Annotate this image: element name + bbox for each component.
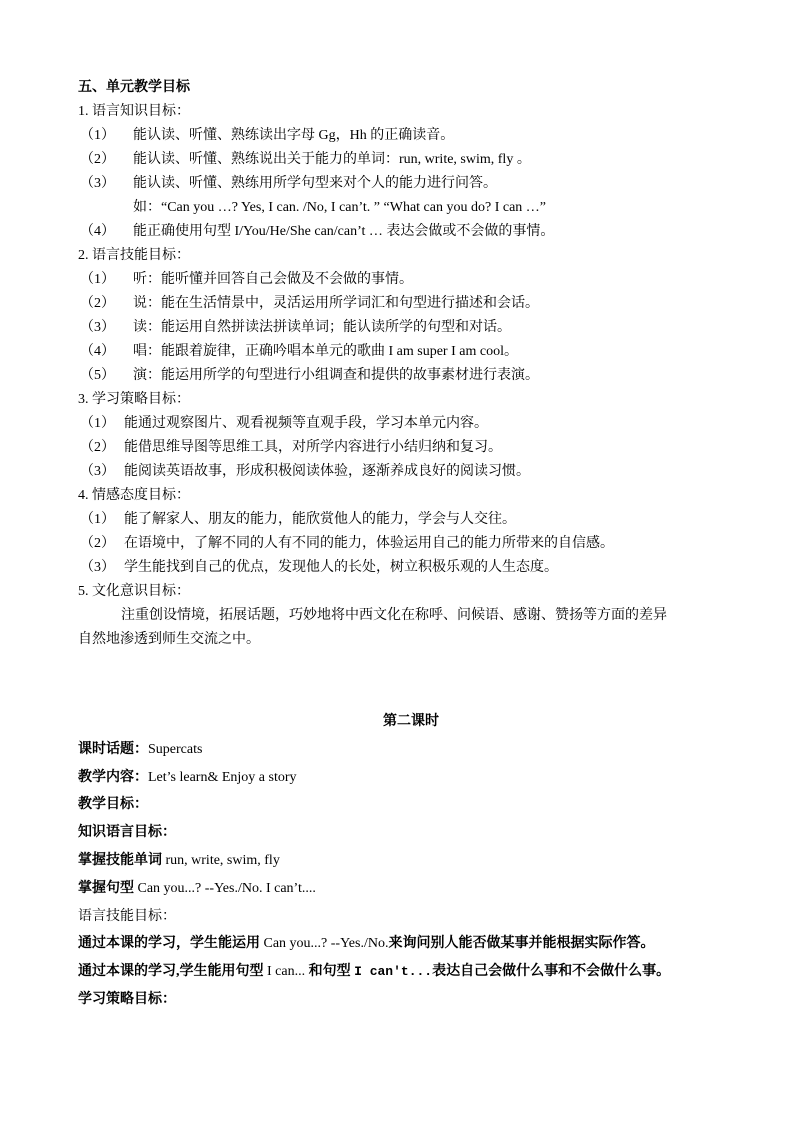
item-text: 学生能找到自己的优点，发现他人的长处，树立积极乐观的人生态度。 (124, 560, 558, 575)
sentence-pattern (78, 875, 744, 903)
list-item (78, 412, 758, 436)
item-number: （5） (80, 368, 115, 383)
goals-heading: 教学目标： (78, 797, 148, 813)
section-title: 五、单元教学目标 (78, 80, 190, 95)
skill-goal-2-part-e: 表达自己会做什么事和不会做什么事。 (432, 964, 671, 980)
skill-goal-2 (78, 958, 744, 986)
item-text: 能借思维导图等思维工具，对所学内容进行小结归纳和复习。 (124, 440, 502, 455)
skill-goal-1-part-b: Can you...? --Yes./No. (263, 936, 389, 952)
skills-heading: 2. 语言技能目标： (78, 248, 190, 263)
lesson-title: 第二课时 (383, 714, 439, 729)
pattern-label: 掌握句型 (78, 880, 134, 896)
item-text: 能认读、听懂、熟练说出关于能力的单词：run, write, swim, fly 。 (133, 152, 531, 167)
list-item (78, 268, 758, 292)
list-item (78, 316, 758, 340)
list-item (78, 172, 758, 196)
lesson-content (78, 764, 744, 792)
list-item (78, 436, 758, 460)
knowledge-goals-heading: 知识语言目标： (78, 825, 176, 841)
item-number: （4） (80, 344, 115, 359)
skill-goal-1-part-a: 通过本课的学习，学生能运用 (78, 936, 260, 952)
list-item (78, 220, 758, 244)
list-item (78, 292, 758, 316)
lesson-two-section (78, 708, 744, 1014)
words-value: run, write, swim, fly (165, 852, 280, 868)
topic-value: Supercats (148, 741, 203, 757)
list-item (78, 556, 758, 580)
item-number: （1） (80, 416, 115, 431)
knowledge-heading: 1. 语言知识目标： (78, 104, 190, 119)
item-text: 说：能在生活情景中，灵活运用所学词汇和句型进行描述和会话。 (133, 296, 539, 311)
skill-goal-2-part-c: 和句型 (308, 964, 351, 980)
list-item (78, 460, 758, 484)
item-number: （3） (80, 560, 115, 575)
list-item (78, 508, 758, 532)
item-number: （4） (80, 224, 115, 239)
lesson-topic (78, 736, 744, 764)
item-number: （3） (80, 464, 115, 479)
culture-paragraph-line-2: 自然地渗透到师生交流之中。 (78, 632, 260, 647)
culture-heading: 5. 文化意识目标： (78, 584, 190, 599)
strategy-heading: 3. 学习策略目标： (78, 392, 190, 407)
item-number: （2） (80, 152, 115, 167)
item-text: 读：能运用自然拼读法拼读单词；能认读所学的句型和对话。 (133, 320, 511, 335)
skill-goal-2-part-d: I can't... (354, 964, 433, 980)
culture-paragraph-line-1: 注重创设情境，拓展话题，巧妙地将中西文化在称呼、问候语、感谢、赞扬等方面的差异 (121, 608, 667, 623)
words-label: 掌握技能单词 (78, 852, 162, 868)
item-number: （2） (80, 296, 115, 311)
item-number: （1） (80, 272, 115, 287)
unit-goals-section (78, 76, 758, 652)
item-number: （2） (80, 536, 115, 551)
item-number: （3） (80, 320, 115, 335)
example-sentence: 如：“Can you …? Yes, I can. /No, I can’t. ” “What can you do? I can …” (133, 200, 546, 215)
item-number: （1） (80, 512, 115, 527)
item-text: 在语境中，了解不同的人有不同的能力，体验运用自己的能力所带来的自信感。 (124, 536, 614, 551)
skill-goals-heading: 语言技能目标： (78, 908, 176, 924)
item-text: 能通过观察图片、观看视频等直观手段，学习本单元内容。 (124, 416, 488, 431)
item-text: 听：能听懂并回答自己会做及不会做的事情。 (133, 272, 413, 287)
item-text: 能认读、听懂、熟练用所学句型来对个人的能力进行问答。 (133, 176, 497, 191)
item-text: 能阅读英语故事，形成积极阅读体验，逐渐养成良好的阅读习惯。 (124, 464, 530, 479)
item-number: （3） (80, 176, 115, 191)
list-item (78, 124, 758, 148)
item-text: 能了解家人、朋友的能力，能欣赏他人的能力，学会与人交往。 (124, 512, 516, 527)
list-item (78, 364, 758, 388)
content-value: Let’s learn& Enjoy a story (148, 769, 297, 785)
list-item (78, 532, 758, 556)
skill-goal-2-part-b: I can... (267, 964, 306, 980)
skill-goal-1-part-c: 来询问别人能否做某事并能根据实际作答。 (388, 936, 655, 952)
item-number: （1） (80, 128, 115, 143)
list-item (78, 340, 758, 364)
skill-goal-2-part-a: 通过本课的学习,学生能用句型 (78, 964, 264, 980)
item-text: 演：能运用所学的句型进行小组调查和提供的故事素材进行表演。 (133, 368, 539, 383)
skill-words (78, 847, 744, 875)
pattern-value: Can you...? --Yes./No. I can’t.... (137, 880, 316, 896)
item-number: （2） (80, 440, 115, 455)
item-text: 唱：能跟着旋律，正确吟唱本单元的歌曲 I am super I am cool。 (133, 344, 518, 359)
content-label: 教学内容： (78, 769, 148, 785)
item-text: 能认读、听懂、熟练读出字母 Gg，Hh 的正确读音。 (133, 128, 455, 143)
list-item (78, 148, 758, 172)
item-text: 能正确使用句型 I/You/He/She can/can’t … 表达会做或不会做的事情。 (133, 224, 555, 239)
skill-goal-1 (78, 930, 744, 958)
topic-label: 课时话题： (78, 741, 148, 757)
strategy-goals-heading: 学习策略目标： (78, 991, 176, 1007)
attitude-heading: 4. 情感态度目标： (78, 488, 190, 503)
